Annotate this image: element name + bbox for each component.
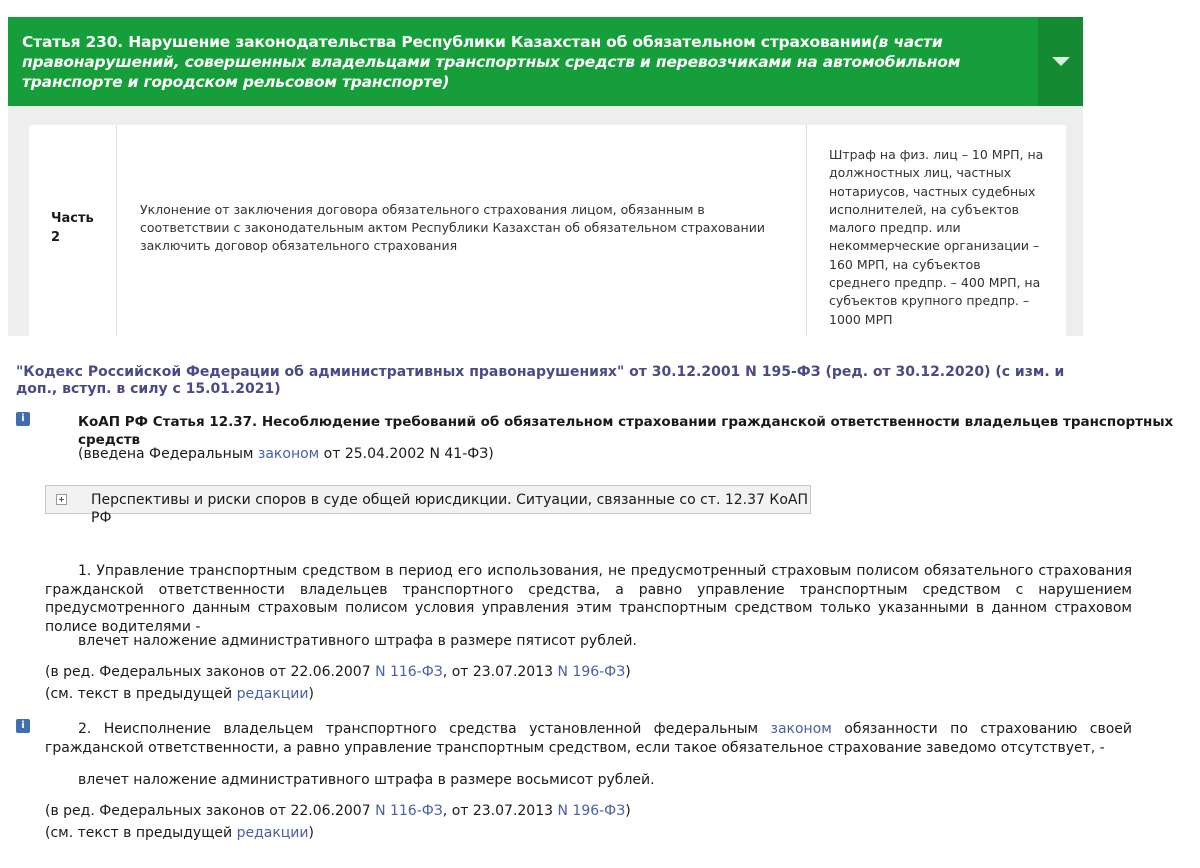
kz-article-table-row: [29, 125, 1066, 336]
part-1-penalty: влечет наложение административного штрафа в размере пятисот рублей.: [78, 633, 637, 649]
article-title: КоАП РФ Статья 12.37. Несоблюдение требований об обязательном страховании гражданской ответственности владельцев транспортных средств: [78, 414, 1174, 448]
law-196-link[interactable]: N 196-ФЗ: [557, 803, 626, 819]
chevron-down-icon[interactable]: [1038, 17, 1083, 106]
info-icon[interactable]: i: [16, 412, 30, 426]
kz-article-title-note: (в части правонарушений, совершенных владельцами транспортных средств и перевозчиками на автомобильном транспорте и городском рельсовом транспорте): [22, 33, 961, 91]
intro-text: (введена Федеральным: [78, 446, 258, 462]
article-intro: [78, 445, 494, 463]
intro-text-after: от 25.04.2002 N 41-ФЗ): [319, 446, 494, 462]
edition-text: (в ред. Федеральных законов от 22.06.2007: [45, 664, 376, 680]
kz-part-label: Часть 2: [51, 211, 94, 245]
kz-article-title-main: Статья 230. Нарушение законодательства Республики Казахстан об обязательном страховании: [22, 33, 872, 51]
part-2-edition: [45, 802, 631, 820]
edition-text-mid: , от 23.07.2013: [442, 803, 558, 819]
previous-text: (см. текст в предыдущей: [45, 825, 237, 841]
part-1-previous-edition: [45, 685, 314, 703]
kz-description: Уклонение от заключения договора обязательного страхования лицом, обязанным в соответствии с законодательным актом Республики Казахстан об обязательном страховании заключить договор обязательного страхования: [140, 202, 765, 253]
kz-article-title: [22, 32, 1032, 92]
part-2-text-end: обязанности по страхованию своей гражданской ответственности, а равно управление транспортным средством, если такое обязательное страхование заведомо отсутствует, -: [45, 721, 1132, 756]
kz-article-header: [8, 17, 1083, 106]
kz-penalty-cell: [807, 125, 1066, 336]
kz-penalty: Штраф на физ. лиц – 10 МРП, на должностных лиц, частных нотариусов, частных судебных исполнителей, на субъектов малого предпр. или некоммерческие организации – 160 МРП, на субъектов среднего предпр. – 400 МРП, на субъектов крупного предпр. – 1000 МРП: [829, 147, 1044, 327]
edition-text-mid: , от 23.07.2013: [442, 664, 558, 680]
law-116-link[interactable]: N 116-ФЗ: [375, 803, 443, 819]
edition-text-end: ): [625, 803, 631, 819]
part-2-text: [45, 720, 1132, 757]
previous-text-end: ): [308, 686, 314, 702]
kz-description-cell: [117, 125, 807, 336]
info-icon[interactable]: i: [16, 719, 30, 733]
document-source-title: "Кодекс Российской Федерации об административных правонарушениях" от 30.12.2001 N 195-ФЗ (ред. от 30.12.2020) (с изм. и доп., вступ. в силу с 15.01.2021): [16, 364, 1065, 397]
part-2-previous-edition: [45, 824, 314, 842]
previous-text-end: ): [308, 825, 314, 841]
previous-edition-link[interactable]: редакции: [236, 686, 309, 702]
edition-text: (в ред. Федеральных законов от 22.06.2007: [45, 803, 376, 819]
edition-text-end: ): [625, 664, 631, 680]
kz-part-cell: [29, 125, 117, 336]
previous-text: (см. текст в предыдущей: [45, 686, 237, 702]
expander-label[interactable]: Перспективы и риски споров в суде общей юрисдикции. Ситуации, связанные со ст. 12.37 КоАП РФ: [91, 492, 809, 526]
part-2-text-start: 2. Неисполнение владельцем транспортного средства установленной федеральным: [78, 721, 771, 737]
perspectives-expander[interactable]: [45, 485, 811, 526]
previous-edition-link[interactable]: редакции: [236, 825, 309, 841]
plus-icon[interactable]: [56, 494, 67, 505]
law-116-link[interactable]: N 116-ФЗ: [375, 664, 443, 680]
part-1-edition: [45, 663, 631, 681]
law-196-link[interactable]: N 196-ФЗ: [557, 664, 626, 680]
part-2-penalty: влечет наложение административного штрафа в размере восьмисот рублей.: [78, 772, 655, 788]
federal-law-link[interactable]: законом: [770, 721, 832, 737]
part-1-text: 1. Управление транспортным средством в период его использования, не предусмотренный страховым полисом обязательного страхования гражданской ответственности владельцев транспортного средства, а равно управление транспортным средством с нарушением предусмотренного данным страховым полисом условия управления этим транспортным средством только указанными в данном страховом полисе водителями -: [45, 563, 1132, 635]
law-link[interactable]: законом: [257, 446, 320, 462]
